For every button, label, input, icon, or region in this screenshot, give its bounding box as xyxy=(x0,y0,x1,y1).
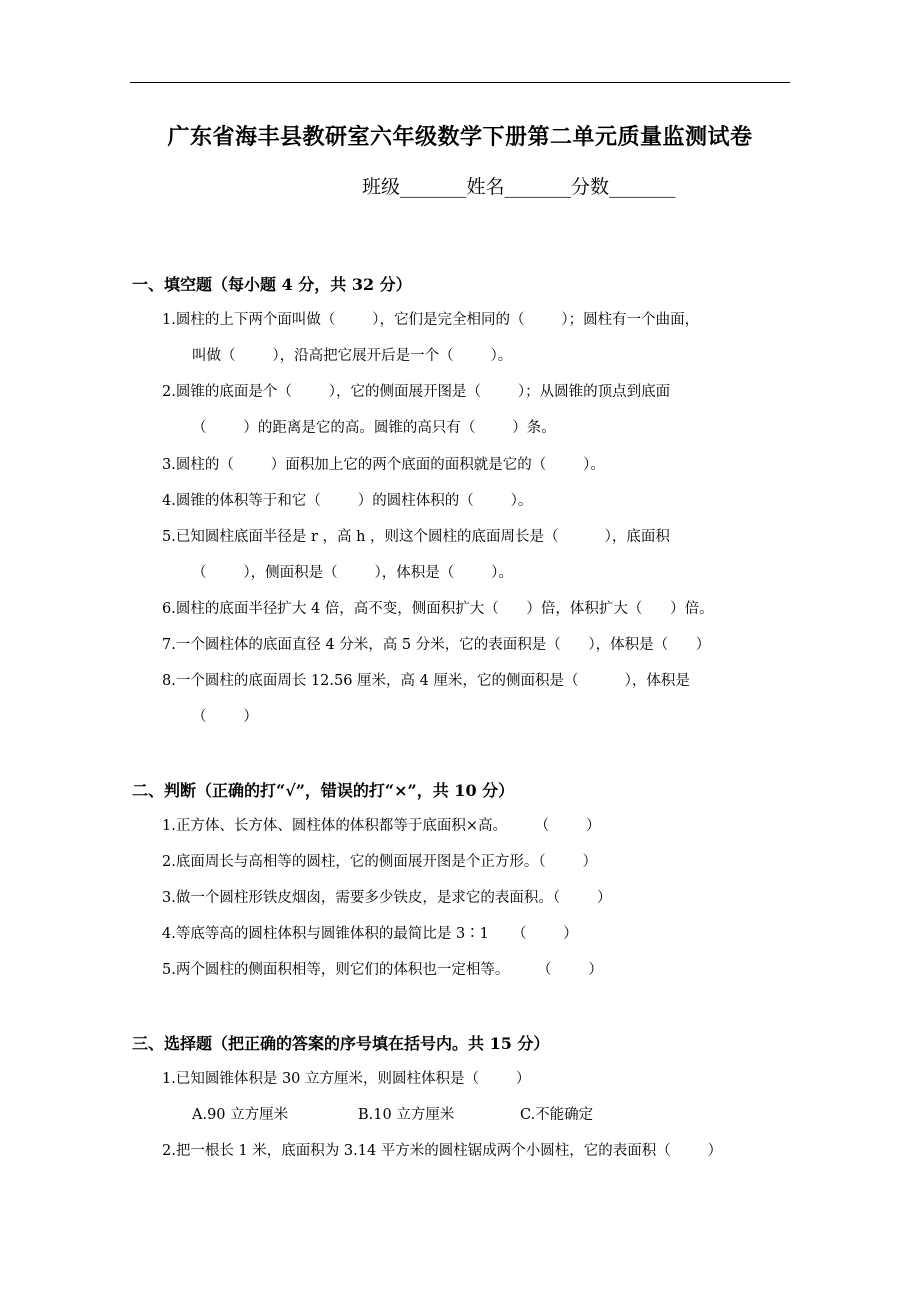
section-3-heading: 三、选择题（把正确的答案的序号填在括号内。共 15 分） xyxy=(132,1034,550,1053)
question-2-4: 4.等底等高的圆柱体积与圆锥体积的最简比是 3∶1 （ ） xyxy=(162,926,578,942)
question-1-2: 2.圆锥的底面是个（ ），它的侧面展开图是（ ）；从圆锥的顶点到底面 xyxy=(162,384,671,400)
section-1-heading: 一、填空题（每小题 4 分，共 32 分） xyxy=(132,275,412,294)
question-1-5-cont: （ ），侧面积是（ ），体积是（ ）。 xyxy=(192,565,513,581)
question-1-7: 7.一个圆柱体的底面直径 4 分米，高 5 分米，它的表面积是（ ），体积是（ ） xyxy=(162,637,711,653)
question-1-8-cont: （ ） xyxy=(192,709,258,725)
question-2-3: 3.做一个圆柱形铁皮烟囱，需要多少铁皮，是求它的表面积。（ ） xyxy=(162,890,612,906)
page-title: 广东省海丰县教研室六年级数学下册第二单元质量监测试卷 xyxy=(167,124,753,150)
option-b: B.10 立方厘米 xyxy=(358,1107,455,1123)
student-info-line: 班级_______姓名_______分数_______ xyxy=(362,176,676,198)
question-1-4: 4.圆锥的体积等于和它（ ）的圆柱体积的（ ）。 xyxy=(162,493,533,509)
question-2-5: 5.两个圆柱的侧面积相等，则它们的体积也一定相等。 （ ） xyxy=(162,962,603,978)
question-2-1: 1.正方体、长方体、圆柱体的体积都等于底面积×高。 （ ） xyxy=(162,818,601,834)
option-a: A.90 立方厘米 xyxy=(192,1107,289,1123)
question-3-2: 2.把一根长 1 米，底面积为 3.14 平方米的圆柱锯成两个小圆柱，它的表面积（ ） xyxy=(162,1143,723,1159)
question-2-2: 2.底面周长与高相等的圆柱，它的侧面展开图是个正方形。（ ） xyxy=(162,854,597,870)
question-1-1-cont: 叫做（ ），沿高把它展开后是一个（ ）。 xyxy=(192,348,513,364)
option-c: C.不能确定 xyxy=(520,1107,594,1123)
question-1-6: 6.圆柱的底面半径扩大 4 倍，高不变，侧面积扩大（ ）倍，体积扩大（ ）倍。 xyxy=(162,601,714,617)
question-3-1: 1.已知圆锥体积是 30 立方厘米，则圆柱体积是（ ） xyxy=(162,1071,531,1087)
question-1-5: 5.已知圆柱底面半径是 r ，高 h ，则这个圆柱的底面周长是（ ），底面积 xyxy=(162,529,670,545)
question-1-2-cont: （ ）的距离是它的高。圆锥的高只有（ ）条。 xyxy=(192,420,556,436)
question-1-3: 3.圆柱的（ ）面积加上它的两个底面的面积就是它的（ ）。 xyxy=(162,457,605,473)
section-2-heading: 二、判断（正确的打“√”，错误的打“×”，共 10 分） xyxy=(132,781,515,800)
top-rule xyxy=(130,82,790,83)
question-1-8: 8.一个圆柱的底面周长 12.56 厘米，高 4 厘米，它的侧面积是（ ），体积是 xyxy=(162,673,690,689)
question-1-1: 1.圆柱的上下两个面叫做（ ），它们是完全相同的（ ）；圆柱有一个曲面， xyxy=(162,312,700,328)
